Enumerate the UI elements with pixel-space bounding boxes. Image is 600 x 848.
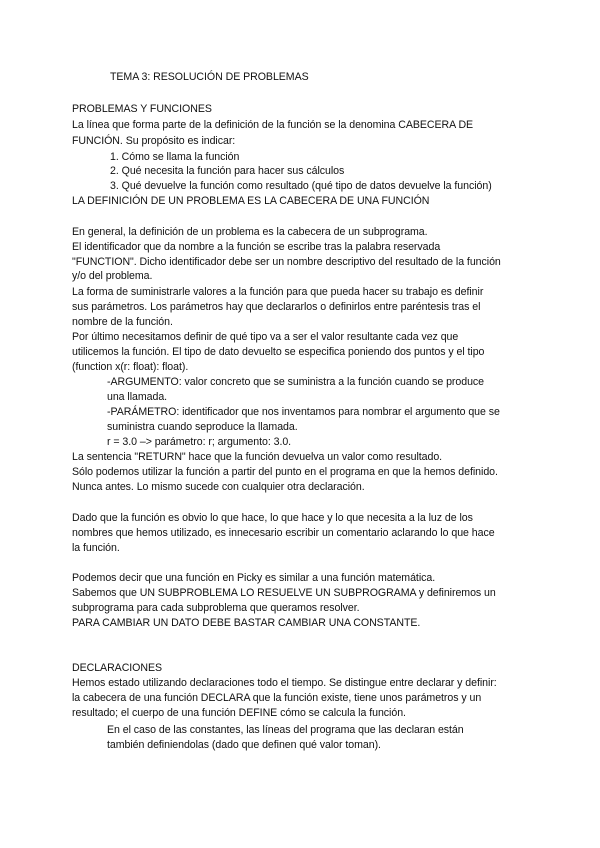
paragraph-line: FUNCIÓN. Su propósito es indicar: bbox=[72, 135, 236, 147]
paragraph-line: utilicemos la función. El tipo de dato devuelto se especifica poniendo dos puntos y el tipo bbox=[72, 346, 485, 358]
list-item: 3. Qué devuelve la función como resultado (qué tipo de datos devuelve la función) bbox=[110, 180, 492, 192]
paragraph-line: sus parámetros. Los parámetros hay que declararlos o definirlos entre paréntesis tras el bbox=[72, 301, 481, 313]
section-heading-declaraciones: DECLARACIONES bbox=[72, 662, 163, 674]
paragraph-line: nombre de la función. bbox=[72, 316, 173, 328]
paragraph-line: Sabemos que UN SUBPROBLEMA LO RESUELVE UN SUBPROGRAMA y definiremos un bbox=[72, 587, 496, 599]
document-title: TEMA 3: RESOLUCIÓN DE PROBLEMAS bbox=[110, 71, 309, 83]
definition-line: r = 3.0 –> parámetro: r; argumento: 3.0. bbox=[107, 436, 292, 448]
list-item: 2. Qué necesita la función para hacer sus cálculos bbox=[110, 165, 345, 177]
paragraph-line: Por último necesitamos definir de qué tipo va a ser el valor resultante cada vez que bbox=[72, 331, 459, 343]
indented-line: también definiendolas (dado que definen qué valor toman). bbox=[107, 739, 381, 751]
paragraph-line: subprograma para cada subproblema que queramos resolver. bbox=[72, 602, 360, 614]
indented-line: En el caso de las constantes, las líneas del programa que las declaran están bbox=[107, 724, 464, 736]
paragraph-line: La línea que forma parte de la definición de la función se la denomina CABECERA DE bbox=[72, 119, 474, 131]
section-heading-problemas: PROBLEMAS Y FUNCIONES bbox=[72, 103, 212, 115]
definition-line: -PARÁMETRO: identificador que nos inventamos para nombrar el argumento que se bbox=[107, 406, 500, 418]
paragraph-line: La sentencia "RETURN" hace que la función devuelva un valor como resultado. bbox=[72, 451, 443, 463]
list-item: 1. Cómo se llama la función bbox=[110, 151, 240, 163]
paragraph-line: resultado; el cuerpo de una función DEFINE cómo se calcula la función. bbox=[72, 707, 406, 719]
emphasis-line: LA DEFINICIÓN DE UN PROBLEMA ES LA CABECERA DE UNA FUNCIÓN bbox=[72, 195, 430, 207]
paragraph-line: El identificador que da nombre a la función se escribe tras la palabra reservada bbox=[72, 241, 441, 253]
paragraph-line: Sólo podemos utilizar la función a partir del punto en el programa en que la hemos definido. bbox=[72, 466, 498, 478]
paragraph-line: "FUNCTION". Dicho identificador debe ser un nombre descriptivo del resultado de la función bbox=[72, 256, 501, 268]
paragraph-line: Hemos estado utilizando declaraciones todo el tiempo. Se distingue entre declarar y definir: bbox=[72, 677, 497, 689]
paragraph-line: (function x(r: float): float). bbox=[72, 361, 189, 373]
paragraph-line: Nunca antes. Lo mismo sucede con cualquier otra declaración. bbox=[72, 481, 365, 493]
paragraph-line: nombres que hemos utilizado, es innecesario escribir un comentario aclarando lo que hace bbox=[72, 527, 495, 539]
emphasis-line: PARA CAMBIAR UN DATO DEBE BASTAR CAMBIAR UNA CONSTANTE. bbox=[72, 617, 421, 629]
definition-line: una llamada. bbox=[107, 391, 168, 403]
paragraph-line: la cabecera de una función DECLARA que la función existe, tiene unos parámetros y un bbox=[72, 692, 482, 704]
paragraph-line: la función. bbox=[72, 542, 120, 554]
definition-line: suministra cuando seproduce la llamada. bbox=[107, 421, 298, 433]
paragraph-line: Podemos decir que una función en Picky es similar a una función matemática. bbox=[72, 572, 436, 584]
paragraph-line: En general, la definición de un problema es la cabecera de un subprograma. bbox=[72, 226, 428, 238]
paragraph-line: Dado que la función es obvio lo que hace, lo que hace y lo que necesita a la luz de los bbox=[72, 512, 473, 524]
definition-line: -ARGUMENTO: valor concreto que se suministra a la función cuando se produce bbox=[107, 376, 485, 388]
paragraph-line: La forma de suministrarle valores a la función para que pueda hacer su trabajo es definir bbox=[72, 286, 484, 298]
paragraph-line: y/o del problema. bbox=[72, 270, 153, 282]
